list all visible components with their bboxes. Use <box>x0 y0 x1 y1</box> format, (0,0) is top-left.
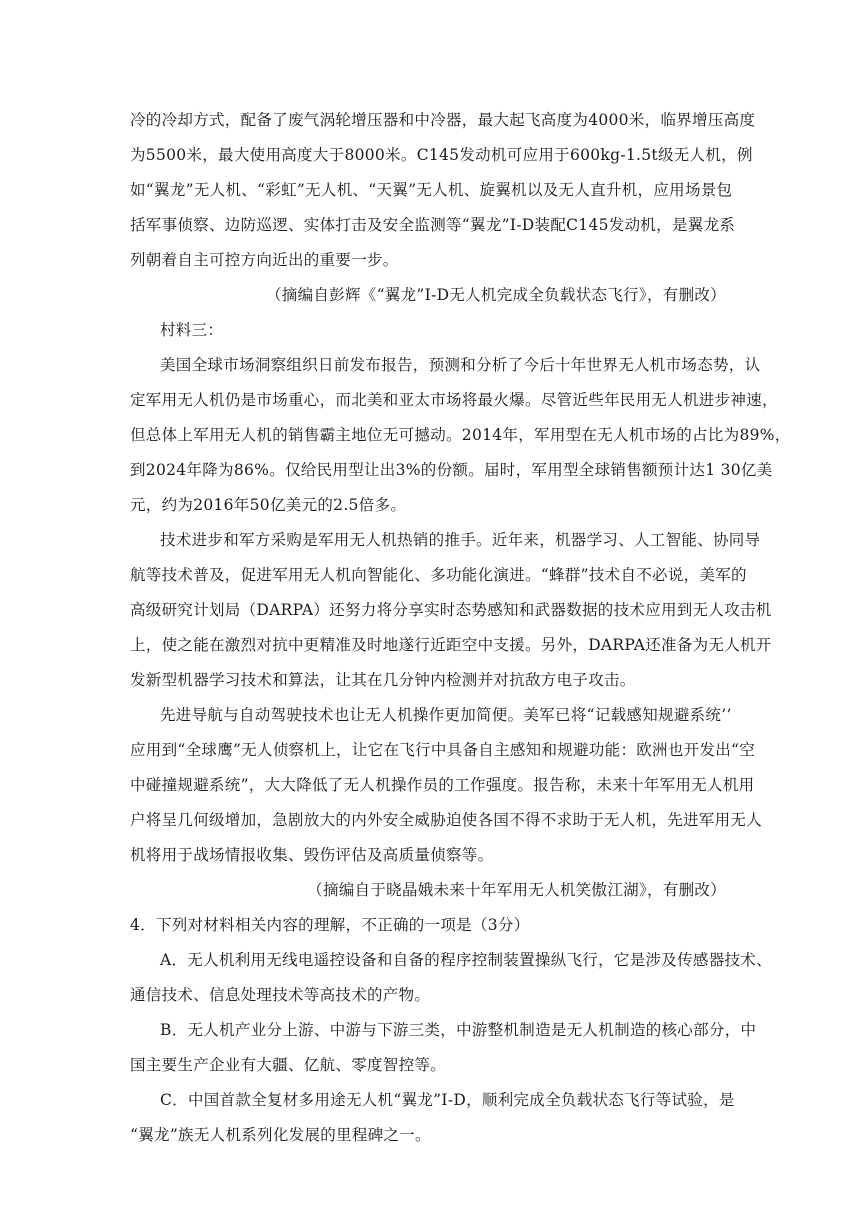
text-line: 航等技术普及，促进军用无人机向智能化、多功能化演进。“蜂群”技术自不必说，美军的 <box>130 566 747 584</box>
text-line: 户将呈几何级增加，急剧放大的内外安全威胁迫使各国不得不求助于无人机，先进军用无人 <box>130 811 763 829</box>
question-stem: 4．下列对材料相关内容的理解，不正确的一项是（3分） <box>130 916 530 934</box>
text-line: 到2024年降为86%。仅给民用型让出3%的份额。届时，军用型全球销售额预计达1 30亿美 <box>130 461 773 479</box>
text-line: 列朝着自主可控方向近出的重要一步。 <box>130 251 399 269</box>
text-line: 如“翼龙”无人机、“彩虹”无人机、“天翼”无人机、旋翼机以及无人直升机，应用场景包 <box>130 181 733 199</box>
text-line: 但总体上军用无人机的销售霸主地位无可撼动。2014年，军用型在无人机市场的占比为89%， <box>130 426 791 444</box>
section-heading: 村料三： <box>160 321 224 339</box>
text-line: 中碰撞规避系统”，大大降低了无人机操作员的工作强度。报告称，未来十年军用无人机用 <box>130 776 755 794</box>
text-line: 括军事侦察、边防巡逻、实体打击及安全监测等“翼龙”Ⅰ-D装配C145发动机，是翼龙系 <box>130 216 736 234</box>
option-c-cont: “翼龙”族无人机系列化发展的里程碑之一。 <box>130 1126 431 1144</box>
text-line: 先进导航与自动驾驶技术也让无人机操作更加简便。美军已将“记载感知规避系统’’ <box>160 706 732 724</box>
option-c: C．中国首款全复材多用途无人机“翼龙”Ⅰ-D，顺利完成全负载状态飞行等试验，是 <box>160 1091 735 1109</box>
text-line: 应用到“全球鹰”无人侦察机上，让它在飞行中具备自主感知和规避功能：欧洲也开发出“空 <box>130 741 756 759</box>
text-line: 发新型机器学习技术和算法，让其在几分钟内检测并对抗敌方电子攻击。 <box>130 671 636 689</box>
option-b-cont: 国主要生产企业有大疆、亿航、零度智控等。 <box>130 1056 447 1074</box>
text-line: 冷的冷却方式，配备了废气涡轮增压器和中冷器，最大起飞高度为4000米，临界增压高度 <box>130 111 756 129</box>
text-line: 为5500米，最大使用高度大于8000米。C145发动机可应用于600kg-1.5t级无人机，例 <box>130 146 753 164</box>
text-line: 技术进步和军方采购是军用无人机热销的推手。近年来，机器学习、人工智能、协同导 <box>160 531 761 549</box>
source-citation: （摘编自彭辉《“翼龙”Ⅰ-D无人机完成全负载状态飞行》，有删改） <box>266 286 726 304</box>
text-line: 定军用无人机仍是市场重心，而北美和亚太市场将最火爆。尽管近些年民用无人机进步神速， <box>130 391 778 409</box>
option-a-cont: 通信技术、信息处理技术等高技术的产物。 <box>130 986 431 1004</box>
option-a: A．无人机利用无线电遥控设备和自备的程序控制装置操纵飞行，它是涉及传感器技术、 <box>160 951 772 969</box>
text-line: 美国全球市场洞察组织日前发布报告，预测和分析了今后十年世界无人机市场态势，认 <box>160 356 761 374</box>
source-citation: （摘编自于晓晶娥未来十年军用无人机笑傲江湖》，有删改） <box>307 881 726 899</box>
text-line: 元，约为2016年50亿美元的2.5倍多。 <box>130 496 407 514</box>
text-line: 机将用于战场情报收集、毁伤评估及高质量侦察等。 <box>130 846 494 864</box>
option-b: B．无人机产业分上游、中游与下游三类，中游整机制造是无人机制造的核心部分，中 <box>160 1021 757 1039</box>
text-line: 高级研究计划局（DARPA）还努力将分享实时态势感知和武器数据的技术应用到无人攻击机 <box>130 601 772 619</box>
text-line: 上，使之能在激烈对抗中更精准及时地遂行近距空中支援。另外，DARPA还准备为无人机开 <box>130 636 772 654</box>
